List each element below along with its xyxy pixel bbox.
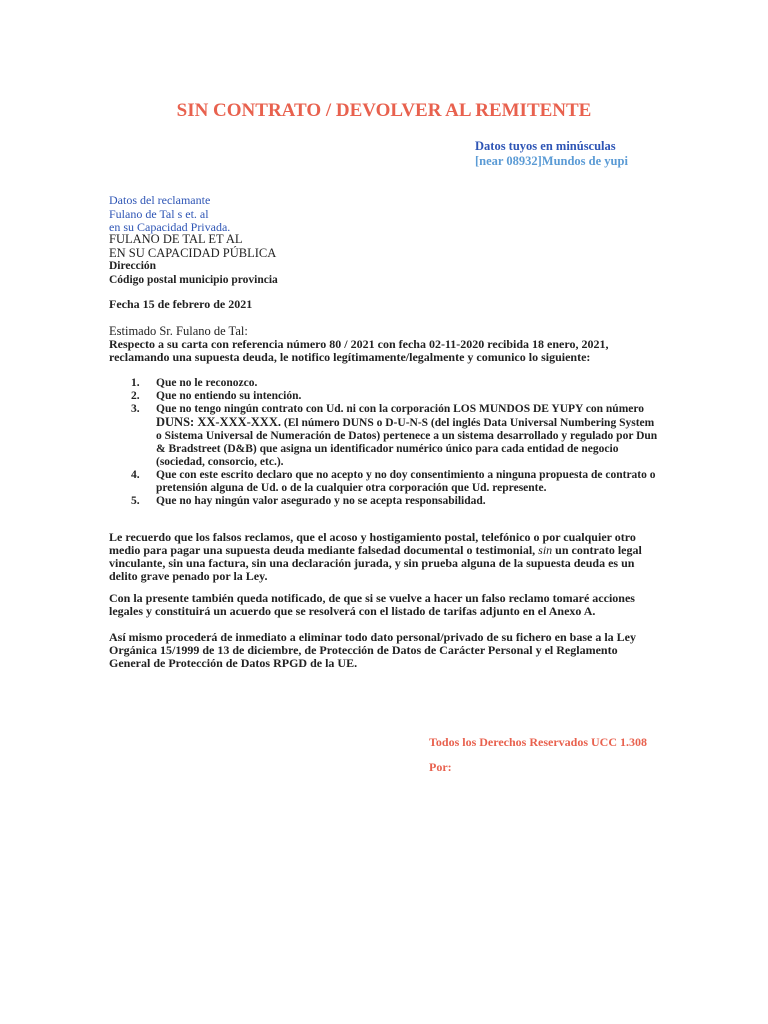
claimant-line-2: Fulano de Tal s et. al: [109, 206, 209, 221]
paragraph-3: Así mismo procederá de inmediato a eliminar todo dato personal/privado de su fichero en base a la Ley Orgánica 15/1999 de 13 de diciembre, de Protección de Datos de Carácter Personal y el Reglamento General de Protección de Datos RPGD de la UE.: [109, 630, 636, 670]
claimant-block: [109, 194, 230, 235]
list-item-number: 5.: [131, 495, 140, 507]
sender-line-2: [near 08932]Mundos de yupi: [475, 154, 628, 168]
list-item: [109, 390, 659, 403]
greeting-body: Respecto a su carta con referencia número 80 / 2021 con fecha 02-11-2020 recibida 18 enero, 2021, reclamando una supuesta deuda, le notifico legítimamente/legalmente y comunico lo siguiente:: [109, 337, 609, 364]
rights-reserved: Todos los Derechos Reservados UCC 1.308: [429, 735, 648, 749]
list-item-text-continued: (El número DUNS o D-U-N-S (del inglés Data Universal Numbering System o Sistema Universal de Numeración de Datos) pertenece a un sistema desarrollado y regulado por Dun & Bradstreet (D&B) que asigna un identificador numérico único para cada entidad de negocio (sociedad, consorcio, etc.).: [156, 417, 658, 468]
list-item: [109, 377, 659, 390]
list-item-text: Que no hay ningún valor asegurado y no se acepta responsabilidad.: [156, 495, 486, 507]
list-item-number: 2.: [131, 390, 140, 402]
salutation: Estimado Sr. Fulano de Tal:: [109, 324, 248, 338]
paragraph-1-italic: sin: [538, 543, 553, 557]
paragraph-1-after: un contrato legal vinculante, sin una factura, sin una declaración jurada, y sin prueba alguna de la supuesta deuda es un delito grave penado por la Ley.: [109, 543, 642, 583]
signature-label: Por:: [429, 760, 452, 774]
list-item-text: Que con este escrito declaro que no acepto y no doy consentimiento a ninguna propuesta de contrato o pretensión alguna de Ud. o de la cualquier otra corporación que Ud. represente.: [156, 469, 656, 494]
greeting-block: [109, 325, 654, 364]
sender-block: [475, 139, 628, 169]
list-item-number: 4.: [131, 469, 140, 481]
recipient-line-2: EN SU CAPACIDAD PÚBLICA: [109, 245, 277, 260]
paragraph-2: Con la presente también queda notificado, de que si se vuelve a hacer un falso reclamo tomaré acciones legales y constituirá un acuerdo que se resolverá con el listado de tarifas adjunto en el Anexo A.: [109, 591, 635, 618]
numbered-list: [109, 377, 659, 508]
list-item-text: Que no tengo ningún contrato con Ud. ni con la corporación LOS MUNDOS DE YUPY con número: [156, 403, 645, 415]
document-title: SIN CONTRATO / DEVOLVER AL REMITENTE: [176, 100, 592, 121]
list-item: [109, 403, 659, 469]
list-item-number: 3.: [131, 403, 140, 415]
claimant-line-3: en su Capacidad Privada.: [109, 220, 231, 234]
recipient-line-1: FULANO DE TAL ET AL: [109, 232, 243, 246]
recipient-line-3: Dirección: [109, 260, 157, 272]
list-item-text: Que no le reconozco.: [156, 377, 258, 389]
claimant-line-1: Datos del reclamante: [109, 193, 211, 207]
list-item: [109, 495, 659, 508]
letter-date: Fecha 15 de febrero de 2021: [109, 297, 253, 311]
list-item: [109, 469, 659, 495]
list-item-number: 1.: [131, 377, 140, 389]
recipient-line-4: Código postal municipio provincia: [109, 273, 278, 286]
sender-line-1: Datos tuyos en minúsculas: [475, 139, 616, 153]
recipient-block: [109, 233, 278, 287]
paragraph-1-before: Le recuerdo que los falsos reclamos, que el acoso y hostigamiento postal, telefónico o por cualquier otro medio para pagar una supuesta deuda mediante falsedad documental o testimonial,: [109, 530, 636, 557]
duns-number: DUNS: XX-XXX-XXX.: [156, 415, 281, 429]
paragraph-1: [109, 531, 654, 583]
list-item-text: Que no entiendo su intención.: [156, 390, 302, 402]
